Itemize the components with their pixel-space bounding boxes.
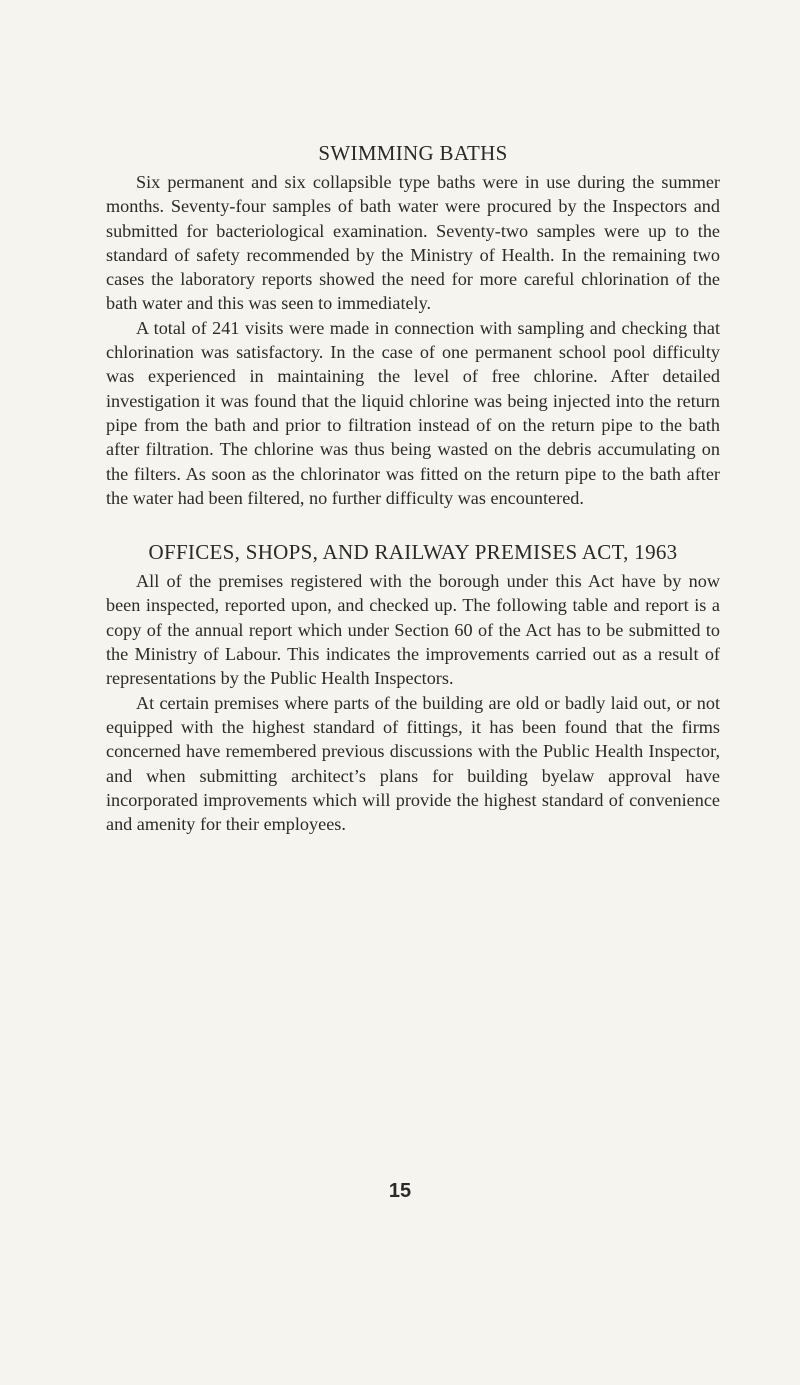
section-offices-shops-railway <box>106 535 720 836</box>
section-heading: SWIMMING BATHS <box>318 141 508 165</box>
page-content <box>106 136 720 836</box>
paragraph: All of the premises registered with the borough under this Act have by now been inspected, reported upon, and checked up. The following table and report is a copy of the annual report which under Section 60 of the Act has to be submitted to the Ministry of Labour. This indicates the improvements carried out as a result of representations by the Public Health Inspectors. <box>106 571 720 689</box>
section-swimming-baths <box>106 136 720 510</box>
paragraph: Six permanent and six collapsible type baths were in use during the summer months. Seventy-four samples of bath water were procured by the Inspectors and submitted for bacteriological examination. Seventy-two samples were up to the standard of safety recommended by the Ministry of Health. In the remaining two cases the laboratory reports showed the need for more careful chlorination of the bath water and this was seen to immediately. <box>106 172 720 314</box>
page-number: 15 <box>388 1180 412 1202</box>
paragraph: A total of 241 visits were made in connection with sampling and checking that chlorination was satisfactory. In the case of one permanent school pool difficulty was experienced in maintaining the level of free chlorine. After detailed investigation it was found that the liquid chlorine was being injected into the return pipe from the bath and prior to filtration instead of on the return pipe to the bath after filtration. The chlorine was thus being wasted on the debris accumulating on the filters. As soon as the chlorinator was fitted on the return pipe to the bath after the water had been filtered, no further difficulty was encountered. <box>106 317 720 508</box>
section-heading: OFFICES, SHOPS, AND RAILWAY PREMISES ACT, 1963 <box>148 540 678 565</box>
paragraph: At certain premises where parts of the building are old or badly laid out, or not equipped with the highest standard of fittings, it has been found that the firms concerned have remembered previous discussions with the Public Health Inspector, and when submitting architect’s plans for building byelaw approval have incorporated improvements which will provide the highest standard of convenience and amenity for their employees. <box>106 692 720 835</box>
